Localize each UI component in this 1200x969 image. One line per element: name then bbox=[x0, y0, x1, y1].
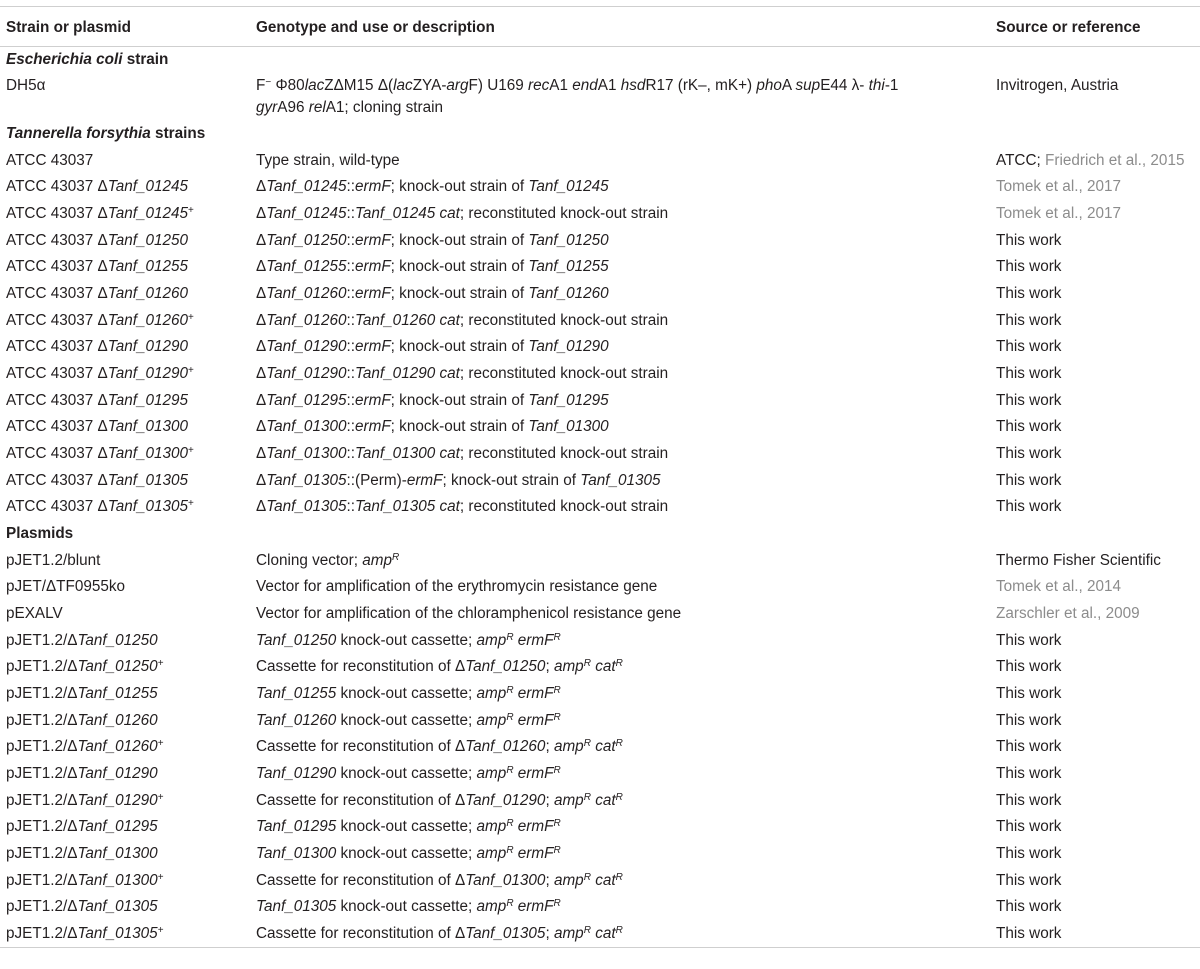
table-row bbox=[0, 148, 1200, 175]
cell-strain: pJET1.2/ΔTanf_01255 bbox=[6, 684, 158, 702]
cell-source: This work bbox=[996, 338, 1062, 356]
cell-genotype: ΔTanf_01250::ermF; knock-out strain of Tanf_01250 bbox=[256, 231, 609, 249]
table-row bbox=[0, 894, 1200, 921]
cell-source: This work bbox=[996, 738, 1062, 756]
cell-genotype: ΔTanf_01260::ermF; knock-out strain of Tanf_01260 bbox=[256, 285, 609, 303]
cell-genotype: Vector for amplification of the chloramphenicol resistance gene bbox=[256, 604, 682, 622]
table-row bbox=[0, 841, 1200, 868]
cell-strain: DH5α bbox=[6, 77, 46, 95]
table-row bbox=[0, 708, 1200, 735]
table-row bbox=[0, 761, 1200, 788]
cell-source: This work bbox=[996, 684, 1062, 702]
cell-source: This work bbox=[996, 418, 1062, 436]
cell-genotype: Tanf_01295 knock-out cassette; amp$^R$ ermF$^R$ bbox=[256, 818, 561, 836]
cell-genotype: Tanf_01300 knock-out cassette; amp$^R$ ermF$^R$ bbox=[256, 844, 561, 862]
cell-source: Tomek et al., 2017 bbox=[996, 205, 1121, 223]
section-header-row bbox=[0, 121, 1200, 148]
cell-strain: pJET1.2/ΔTanf_01290 bbox=[6, 764, 158, 782]
cell-strain: ATCC 43037 ΔTanf_01290+ bbox=[6, 365, 194, 383]
cell-strain: pJET1.2/ΔTanf_01250 bbox=[6, 631, 158, 649]
table-row bbox=[0, 441, 1200, 468]
cell-strain: ATCC 43037 ΔTanf_01295 bbox=[6, 391, 189, 409]
section-title: Escherichia coli strain bbox=[6, 51, 169, 68]
cell-source: Tomek et al., 2014 bbox=[996, 578, 1121, 596]
cell-source: Invitrogen, Austria bbox=[996, 77, 1119, 95]
cell-genotype: Cassette for reconstitution of ΔTanf_01305; amp$^R$ cat$^R$ bbox=[250, 921, 990, 948]
cell-genotype: Cassette for reconstitution of ΔTanf_01260; amp$^R$ cat$^R$ bbox=[256, 738, 623, 756]
cell-genotype: ΔTanf_01245::Tanf_01245 cat; reconstituted knock-out strain bbox=[256, 205, 669, 223]
table-row bbox=[0, 868, 1200, 895]
cell-source: This work bbox=[996, 445, 1062, 463]
cell-source: This work bbox=[996, 498, 1062, 516]
table-row bbox=[0, 281, 1200, 308]
strains-plasmids-table bbox=[0, 6, 1200, 948]
cell-source: This work bbox=[996, 631, 1062, 649]
cell-genotype: ΔTanf_01290::Tanf_01290 cat; reconstituted knock-out strain bbox=[256, 365, 669, 383]
table-row bbox=[0, 548, 1200, 575]
cell-genotype: ΔTanf_01255::ermF; knock-out strain of Tanf_01255 bbox=[256, 258, 609, 276]
table-row bbox=[0, 788, 1200, 815]
table-header bbox=[0, 7, 1200, 47]
cell-strain: pJET1.2/ΔTanf_01305+ bbox=[0, 921, 250, 948]
cell-strain: ATCC 43037 ΔTanf_01260+ bbox=[6, 311, 194, 329]
cell-source: This work bbox=[996, 471, 1062, 489]
cell-source: This work bbox=[996, 285, 1062, 303]
cell-genotype: Tanf_01260 knock-out cassette; amp$^R$ ermF$^R$ bbox=[256, 711, 561, 729]
table-row bbox=[0, 254, 1200, 281]
table-row bbox=[0, 388, 1200, 415]
cell-genotype: Cassette for reconstitution of ΔTanf_01290; amp$^R$ cat$^R$ bbox=[256, 791, 623, 809]
cell-strain: pEXALV bbox=[6, 604, 63, 622]
cell-source: This work bbox=[996, 764, 1062, 782]
header-row bbox=[0, 7, 1200, 47]
cell-strain: ATCC 43037 ΔTanf_01255 bbox=[6, 258, 189, 276]
cell-strain: ATCC 43037 ΔTanf_01305 bbox=[6, 471, 189, 489]
table-row bbox=[0, 228, 1200, 255]
table-row bbox=[0, 73, 1200, 121]
cell-strain: ATCC 43037 ΔTanf_01250 bbox=[6, 231, 189, 249]
cell-strain: pJET1.2/ΔTanf_01250+ bbox=[6, 658, 164, 676]
cell-strain: pJET1.2/ΔTanf_01260 bbox=[6, 711, 158, 729]
cell-source: This work bbox=[996, 391, 1062, 409]
table-body bbox=[0, 47, 1200, 948]
cell-source: This work bbox=[996, 871, 1062, 889]
cell-source: This work bbox=[996, 311, 1062, 329]
cell-strain: pJET1.2/ΔTanf_01300+ bbox=[6, 871, 164, 889]
cell-genotype: ΔTanf_01305::Tanf_01305 cat; reconstituted knock-out strain bbox=[256, 498, 669, 516]
cell-genotype: F− Φ80lacZΔM15 Δ(lacZYA-argF) U169 recA1 endA1 hsdR17 (rK–, mK+) phoA supE44 λ- thi-1 gyrA96 relA1; cloning strain bbox=[256, 77, 899, 117]
table-row bbox=[0, 574, 1200, 601]
cell-genotype: Tanf_01290 knock-out cassette; amp$^R$ ermF$^R$ bbox=[256, 764, 561, 782]
header-genotype: Genotype and use or description bbox=[250, 7, 990, 47]
cell-source: ATCC; Friedrich et al., 2015 bbox=[996, 151, 1185, 169]
cell-genotype: ΔTanf_01300::Tanf_01300 cat; reconstituted knock-out strain bbox=[256, 445, 669, 463]
table-row bbox=[0, 814, 1200, 841]
cell-source: Tomek et al., 2017 bbox=[996, 178, 1121, 196]
header-strain: Strain or plasmid bbox=[0, 7, 250, 47]
cell-source: This work bbox=[996, 898, 1062, 916]
table-row bbox=[0, 654, 1200, 681]
cell-source: This work bbox=[996, 711, 1062, 729]
section-title: Tannerella forsythia strains bbox=[6, 125, 206, 143]
cell-source: This work bbox=[996, 844, 1062, 862]
section-title: Plasmids bbox=[6, 525, 74, 542]
cell-genotype: Tanf_01305 knock-out cassette; amp$^R$ ermF$^R$ bbox=[256, 898, 561, 916]
cell-genotype: ΔTanf_01290::ermF; knock-out strain of Tanf_01290 bbox=[256, 338, 609, 356]
table-row bbox=[0, 174, 1200, 201]
cell-strain: pJET/ΔTF0955ko bbox=[6, 578, 126, 596]
table-row bbox=[0, 921, 1200, 948]
cell-source: This work bbox=[996, 258, 1062, 276]
cell-genotype: ΔTanf_01295::ermF; knock-out strain of Tanf_01295 bbox=[256, 391, 609, 409]
cell-strain: pJET1.2/ΔTanf_01260+ bbox=[6, 738, 164, 756]
cell-genotype: Cassette for reconstitution of ΔTanf_01300; amp$^R$ cat$^R$ bbox=[256, 871, 623, 889]
cell-source: Thermo Fisher Scientific bbox=[996, 551, 1161, 569]
cell-source: This work bbox=[990, 921, 1200, 948]
cell-source: This work bbox=[996, 791, 1062, 809]
cell-genotype: Tanf_01250 knock-out cassette; amp$^R$ ermF$^R$ bbox=[256, 631, 561, 649]
cell-strain: ATCC 43037 ΔTanf_01305+ bbox=[6, 498, 194, 516]
table-row bbox=[0, 201, 1200, 228]
cell-strain: ATCC 43037 ΔTanf_01290 bbox=[6, 338, 189, 356]
cell-strain: pJET1.2/ΔTanf_01290+ bbox=[6, 791, 164, 809]
cell-strain: ATCC 43037 ΔTanf_01260 bbox=[6, 285, 189, 303]
cell-genotype: Cassette for reconstitution of ΔTanf_01250; amp$^R$ cat$^R$ bbox=[256, 658, 623, 676]
table-row bbox=[0, 681, 1200, 708]
cell-strain: pJET1.2/ΔTanf_01300 bbox=[6, 844, 158, 862]
cell-genotype: Vector for amplification of the erythromycin resistance gene bbox=[256, 578, 658, 596]
table-row bbox=[0, 494, 1200, 521]
table-row bbox=[0, 308, 1200, 335]
cell-genotype: ΔTanf_01305::(Perm)-ermF; knock-out strain of Tanf_01305 bbox=[256, 471, 661, 489]
cell-strain: pJET1.2/blunt bbox=[6, 551, 101, 569]
cell-genotype: ΔTanf_01260::Tanf_01260 cat; reconstituted knock-out strain bbox=[256, 311, 669, 329]
cell-strain: pJET1.2/ΔTanf_01295 bbox=[6, 818, 158, 836]
cell-genotype: ΔTanf_01245::ermF; knock-out strain of Tanf_01245 bbox=[256, 178, 609, 196]
table-row bbox=[0, 414, 1200, 441]
section-header-row bbox=[0, 521, 1200, 548]
cell-genotype: Tanf_01255 knock-out cassette; amp$^R$ ermF$^R$ bbox=[256, 684, 561, 702]
cell-genotype: ΔTanf_01300::ermF; knock-out strain of Tanf_01300 bbox=[256, 418, 609, 436]
section-header-row bbox=[0, 47, 1200, 74]
cell-genotype: Type strain, wild-type bbox=[256, 151, 400, 169]
cell-source: This work bbox=[996, 818, 1062, 836]
cell-strain: pJET1.2/ΔTanf_01305 bbox=[6, 898, 158, 916]
table-row bbox=[0, 628, 1200, 655]
cell-source: Zarschler et al., 2009 bbox=[996, 604, 1140, 622]
table-row bbox=[0, 334, 1200, 361]
cell-strain: ATCC 43037 ΔTanf_01245 bbox=[6, 178, 189, 196]
cell-source: This work bbox=[996, 231, 1062, 249]
cell-source: This work bbox=[996, 365, 1062, 383]
table-row bbox=[0, 361, 1200, 388]
cell-strain: ATCC 43037 ΔTanf_01300+ bbox=[6, 445, 194, 463]
header-source: Source or reference bbox=[990, 7, 1200, 47]
cell-strain: ATCC 43037 bbox=[6, 151, 94, 169]
table-row bbox=[0, 468, 1200, 495]
cell-source: This work bbox=[996, 658, 1062, 676]
cell-genotype: Cloning vector; amp$^R$ bbox=[256, 551, 400, 569]
table-row bbox=[0, 601, 1200, 628]
cell-strain: ATCC 43037 ΔTanf_01300 bbox=[6, 418, 189, 436]
table-row bbox=[0, 734, 1200, 761]
cell-strain: ATCC 43037 ΔTanf_01245+ bbox=[6, 205, 194, 223]
